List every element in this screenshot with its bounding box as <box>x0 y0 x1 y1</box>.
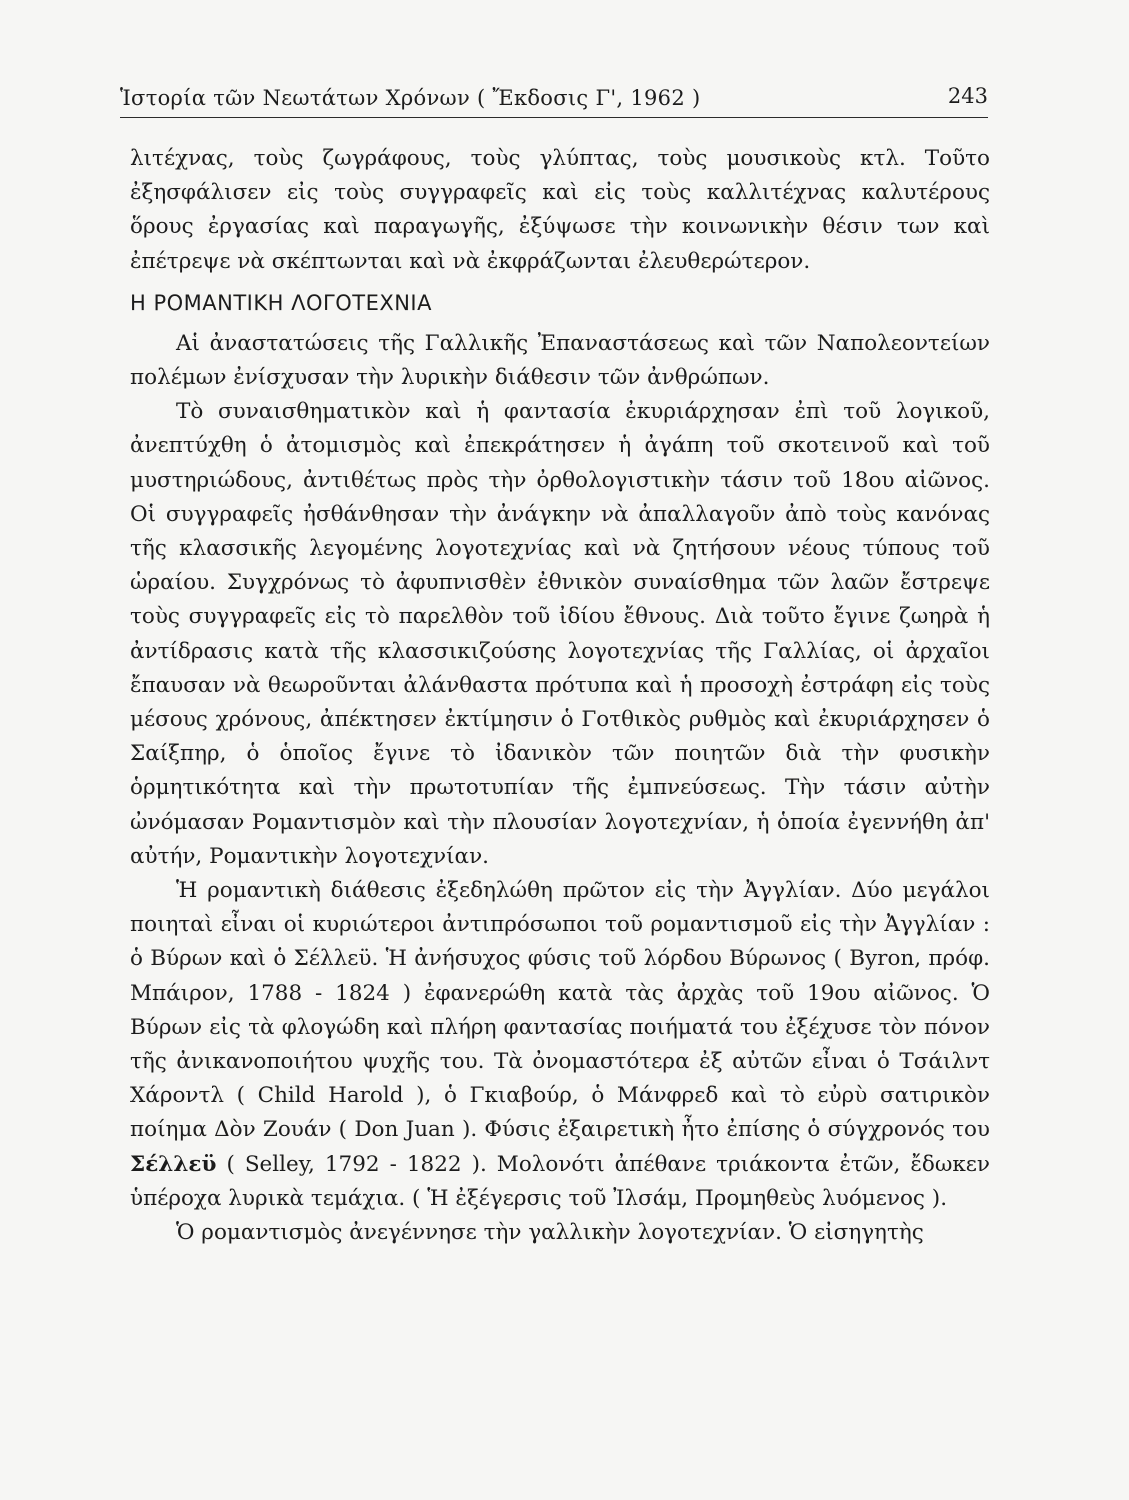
paragraph-3-text-a: Ἡ ρομαντικὴ διάθεσις ἐξεδηλώθη πρῶτον εἰς τὴν Ἀγγλίαν. Δύο μεγάλοι ποιηταὶ εἶναι οἱ κυριώτεροι ἀντιπρόσωποι τοῦ ρομαντισμοῦ εἰς τὴν Ἀγγλίαν : ὁ Βύρων καὶ ὁ Σέλλεϋ. Ἡ ἀνήσυχος φύσις τοῦ λόρδου Βύρωνος ( Byron, πρόφ. Μπάιρον, 1788 - 1824 ) ἐφανερώθη κατὰ τὰς ἀρχὰς τοῦ 19ου αἰῶνος. Ὁ Βύρων εἰς τὰ φλογώδη καὶ πλήρη φαντασίας ποιήματά του ἐξέχυσε τὸν πόνον τῆς ἀνικανοποιήτου ψυχῆς του. Τὰ ὀνομαστότερα ἐξ αὐτῶν εἶναι ὁ Τσάιλντ Χάροντλ ( Child Harold ), ὁ Γκιαβούρ, ὁ Μάνφρεδ καὶ τὸ εὐρὺ σατιρικὸν ποίημα Δὸν Ζουάν ( Don Juan ). Φύσις ἐξαιρετικὴ ἦτο ἐπίσης ὁ σύγχρονός του <box>130 878 990 1143</box>
shelley-name-bold: Σέλλεϋ <box>130 1151 217 1177</box>
paragraph-1: Αἱ ἀναστατώσεις τῆς Γαλλικῆς Ἐπαναστάσεως καὶ τῶν Ναπολεοντείων πολέμων ἐνίσχυσαν τὴν λυρικὴν διάθεσιν τῶν ἀνθρώπων. <box>130 330 990 391</box>
header-rule <box>120 117 988 118</box>
paragraph-3-text-b: ( Selley, 1792 - 1822 ). Μολονότι ἀπέθανε τριάκοντα ἐτῶν, ἔδωκεν ὑπέροχα λυρικὰ τεμάχια. ( Ἡ ἐξέγερσις τοῦ Ἰλσάμ, Προμηθεὺς λυόμενος ). <box>130 1151 991 1211</box>
section-heading: Η ΡΟΜΑΝΤΙΚΗ ΛΟΓΟΤΕΧΝΙΑ <box>130 290 432 315</box>
intro-paragraph: λιτέχνας, τοὺς ζωγράφους, τοὺς γλύπτας, τοὺς μουσικοὺς κτλ. Τοῦτο ἐξησφάλισεν εἰς τοὺς συγγραφεῖς καὶ εἰς τοὺς καλλιτέχνας καλυτέρους ὅρους ἐργασίας καὶ παραγωγῆς, ἐξύψωσε τὴν κοινωνικὴν θέσιν των καὶ ἐπέτρεψε νὰ σκέπτωνται καὶ νὰ ἐκφράζωνται ἐλευθερώτερον. <box>130 146 990 274</box>
body-text <box>130 142 990 1250</box>
paragraph-2: Τὸ συναισθηματικὸν καὶ ἡ φαντασία ἐκυριάρχησαν ἐπὶ τοῦ λογικοῦ, ἀνεπτύχθη ὁ ἀτομισμὸς καὶ ἐπεκράτησεν ἡ ἀγάπη τοῦ σκοτεινοῦ καὶ τοῦ μυστηριώδους, ἀντιθέτως πρὸς τὴν ὀρθολογιστικὴν τάσιν τοῦ 18ου αἰῶνος. Οἱ συγγραφεῖς ἠσθάνθησαν τὴν ἀνάγκην νὰ ἀπαλλαγοῦν ἀπὸ τοὺς κανόνας τῆς κλασσικῆς λεγομένης λογοτεχνίας καὶ νὰ ζητήσουν νέους τύπους τοῦ ὡραίου. Συγχρόνως τὸ ἀφυπνισθὲν ἐθνικὸν συναίσθημα τῶν λαῶν ἔστρεψε τοὺς συγγραφεῖς εἰς τὸ παρελθὸν τοῦ ἰδίου ἔθνους. Διὰ τοῦτο ἔγινε ζωηρὰ ἡ ἀντίδρασις κατὰ τῆς κλασσικιζούσης λογοτεχνίας τῆς Γαλλίας, οἱ ἀρχαῖοι ἔπαυσαν νὰ θεωροῦνται ἀλάνθαστα πρότυπα καὶ ἡ προσοχὴ ἐστράφη εἰς τοὺς μέσους χρόνους, ἀπέκτησεν ἐκτίμησιν ὁ Γοτθικὸς ρυθμὸς καὶ ἐκυριάρχησεν ὁ Σαίξπηρ, ὁ ὁποῖος ἔγινε τὸ ἰδανικὸν τῶν ποιητῶν διὰ τὴν φυσικὴν ὁρμητικότητα καὶ τὴν πρωτοτυπίαν τῆς ἐμπνεύσεως. Τὴν τάσιν αὐτὴν ὠνόμασαν Ρομαντισμὸν καὶ τὴν πλουσίαν λογοτεχνίαν, ἡ ὁποία ἐγεννήθη ἀπ' αὐτήν, Ρομαντικὴν λογοτεχνίαν. <box>130 399 990 869</box>
page-number: 243 <box>947 84 988 108</box>
running-title: Ἱστορία τῶν Νεωτάτων Χρόνων ( Ἔκδοσις Γ', 1962 ) <box>120 86 701 110</box>
page-header <box>120 86 988 120</box>
paragraph-3 <box>130 874 990 1216</box>
paragraph-4: Ὁ ρομαντισμὸς ἀνεγέννησε τὴν γαλλικὴν λογοτεχνίαν. Ὁ εἰσηγητὴς <box>176 1220 924 1246</box>
